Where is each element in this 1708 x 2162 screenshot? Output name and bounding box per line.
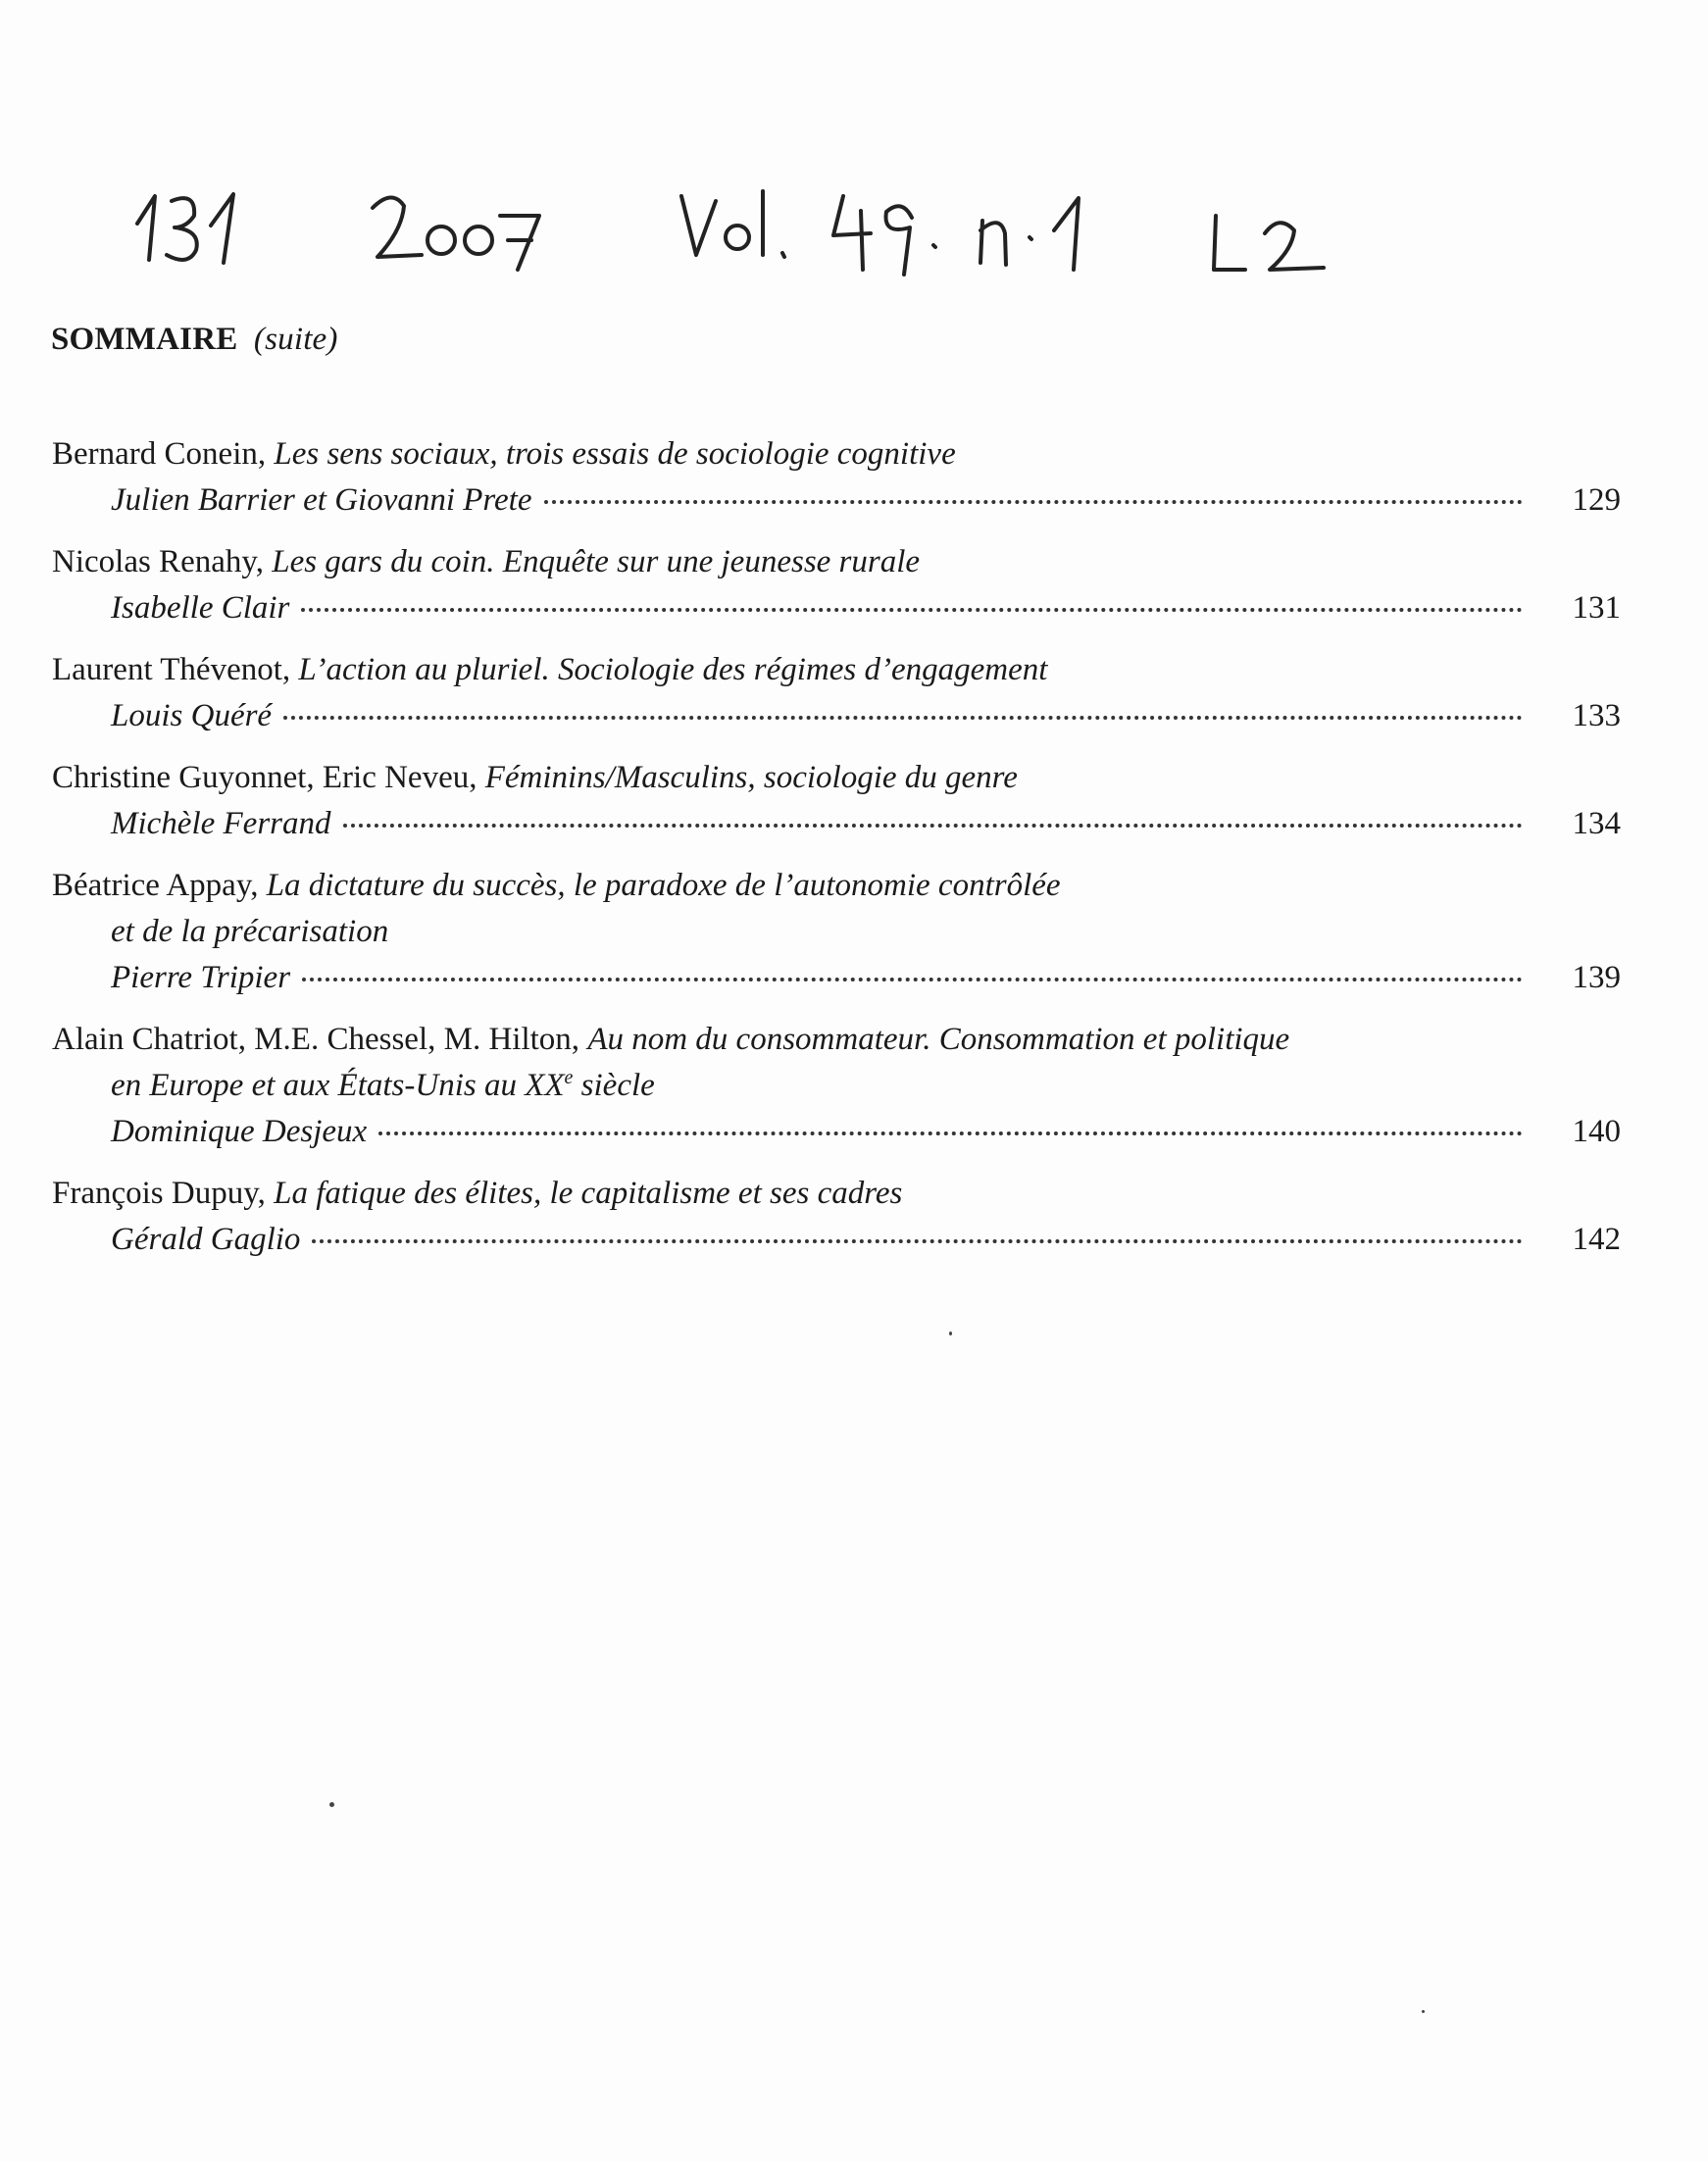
leader-dots	[378, 1122, 1523, 1135]
entry-author: Christine Guyonnet, Eric Neveu,	[52, 760, 477, 795]
entry-author: Nicolas Renahy,	[52, 544, 264, 579]
toc-entry	[52, 647, 1640, 739]
entry-page-number: 140	[1572, 1114, 1621, 1149]
table-of-contents	[52, 431, 1640, 1279]
entry-reviewer: Dominique Desjeux	[111, 1114, 368, 1149]
entry-page-number: 134	[1572, 806, 1621, 841]
leader-dots	[302, 968, 1523, 981]
toc-entry	[52, 1017, 1640, 1155]
toc-entry	[52, 755, 1640, 847]
entry-title: La dictature du succès, le paradoxe de l’autonomie contrôlée	[266, 868, 1061, 903]
leader-dots	[343, 814, 1523, 828]
leader-dots	[312, 1230, 1523, 1243]
entry-reviewer: Julien Barrier et Giovanni Prete	[111, 482, 532, 518]
entry-reviewer: Michèle Ferrand	[111, 806, 331, 841]
scan-speck	[329, 1802, 334, 1807]
toc-entry	[52, 431, 1640, 524]
entry-page-number: 133	[1572, 698, 1621, 733]
entry-page-number: 129	[1572, 482, 1621, 518]
toc-entry	[52, 539, 1640, 631]
entry-reviewer: Isabelle Clair	[111, 590, 290, 626]
toc-entry	[52, 863, 1640, 1001]
entry-title: L’action au pluriel. Sociologie des régimes d’engagement	[298, 652, 1048, 687]
entry-title-continuation: et de la précarisation	[111, 914, 389, 949]
leader-dots	[301, 598, 1523, 612]
handwritten-annotation	[127, 176, 1382, 284]
entry-author: Alain Chatriot, M.E. Chessel, M. Hilton,	[52, 1022, 580, 1057]
entry-author: Laurent Thévenot,	[52, 652, 291, 687]
entry-page-number: 139	[1572, 960, 1621, 995]
entry-title: Au nom du consommateur. Consommation et politique	[587, 1022, 1290, 1057]
entry-title: La fatique des élites, le capitalisme et ses cadres	[274, 1176, 903, 1211]
heading-subtitle: (suite)	[253, 322, 338, 357]
entry-page-number: 142	[1572, 1222, 1621, 1257]
entry-author: Bernard Conein,	[52, 436, 267, 472]
entry-author: François Dupuy,	[52, 1176, 266, 1211]
heading-title: SOMMAIRE	[51, 322, 238, 357]
entry-title: Les gars du coin. Enquête sur une jeunesse rurale	[272, 544, 921, 579]
scan-speck	[1422, 2010, 1425, 2013]
entry-page-number: 131	[1572, 590, 1621, 626]
entry-title: Les sens sociaux, trois essais de sociologie cognitive	[274, 436, 956, 472]
entry-title: Féminins/Masculins, sociologie du genre	[484, 760, 1018, 795]
entry-reviewer: Pierre Tripier	[111, 960, 291, 995]
scan-speck	[949, 1332, 952, 1335]
entry-title-continuation: en Europe et aux États-Unis au XX	[111, 1068, 565, 1103]
page-heading	[51, 322, 338, 358]
entry-title-superscript: e	[564, 1067, 574, 1088]
entry-reviewer: Louis Quéré	[111, 698, 273, 733]
entry-title-tail: siècle	[573, 1068, 655, 1103]
leader-dots	[544, 490, 1524, 504]
leader-dots	[283, 706, 1523, 720]
entry-author: Béatrice Appay,	[52, 868, 259, 903]
toc-entry	[52, 1171, 1640, 1263]
entry-reviewer: Gérald Gaglio	[111, 1222, 301, 1257]
